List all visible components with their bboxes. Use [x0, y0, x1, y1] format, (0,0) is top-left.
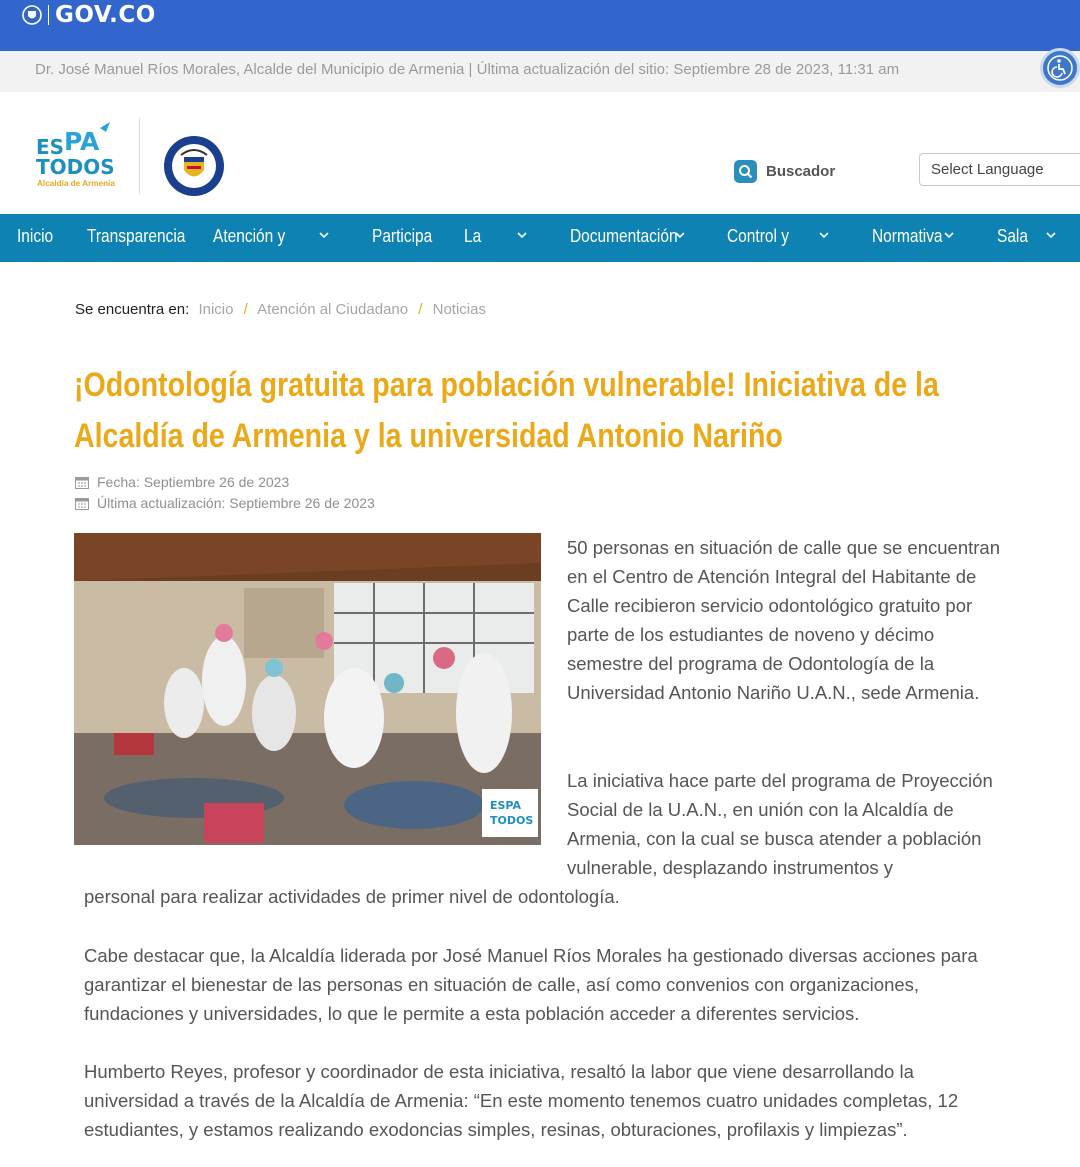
chevron-down-icon[interactable]	[317, 230, 331, 240]
espa-todos-logo[interactable]	[36, 120, 126, 190]
accessibility-button[interactable]	[1040, 48, 1080, 88]
calendar-icon	[75, 476, 89, 489]
chevron-down-icon[interactable]	[515, 230, 529, 240]
chevron-down-icon[interactable]	[673, 230, 687, 240]
nav-item-participa[interactable]: Participa	[372, 226, 433, 246]
nav-item-documentacion[interactable]: Documentación	[570, 226, 678, 246]
nav-item-atencion[interactable]: Atención y	[213, 226, 286, 246]
nav-item-inicio[interactable]: Inicio	[17, 226, 54, 246]
article-paragraph: personal para realizar actividades de primer nivel de odontología.	[84, 886, 620, 907]
govco-separator	[48, 5, 49, 25]
main-nav	[0, 214, 1080, 262]
article-title: ¡Odontología gratuita para población vulnerable! Iniciativa de la Alcaldía de Armenia y la universidad Antonio Nariño	[74, 366, 939, 455]
article-date-text: Fecha: Septiembre 26 de 2023	[97, 474, 290, 490]
chevron-down-icon[interactable]	[817, 230, 831, 240]
info-bar	[0, 51, 1080, 92]
svg-text:TODOS: TODOS	[490, 814, 534, 827]
article-paragraph: La iniciativa hace parte del programa de Proyección Social de la U.A.N., en unión con la Alcaldía de Armenia, con la cual se busca atender a población vulnerable, desplazando instrumentos y	[567, 770, 993, 878]
breadcrumb-separator: /	[243, 301, 248, 318]
breadcrumb	[75, 301, 486, 318]
article-paragraph: 50 personas en situación de calle que se encuentran en el Centro de Atención Integral del Habitante de Calle recibieron servicio odontológico gratuito por parte de los estudiantes de noveno y décimo semestre del programa de Odontología de la Universidad Antonio Nariño U.A.N., sede Armenia.	[567, 537, 1000, 703]
search-label: Buscador	[766, 163, 836, 180]
colombia-shield-icon	[21, 4, 43, 26]
article-paragraph: Cabe destacar que, la Alcaldía liderada por José Manuel Ríos Morales ha gestionado diversas acciones para garantizar el bienestar de las personas en situación de calle, así como convenios con organizaciones, fundaciones y universidades, lo que le permite a esta población acceder a diferentes servicios.	[84, 945, 978, 1024]
nav-item-normativa[interactable]: Normativa	[872, 226, 943, 246]
logo-todos: TODOS	[36, 155, 115, 179]
breadcrumb-link-atencion[interactable]: Atención al Ciudadano	[257, 301, 409, 318]
svg-text:ESPA: ESPA	[490, 799, 522, 812]
breadcrumb-current[interactable]: Noticias	[432, 301, 486, 318]
search-icon	[734, 160, 757, 183]
logo-divider	[139, 118, 140, 194]
govco-text: GOV.CO	[55, 2, 156, 28]
article-date	[75, 474, 289, 490]
nav-item-transparencia[interactable]: Transparencia	[87, 226, 186, 246]
nav-item-control[interactable]: Control y	[727, 226, 789, 246]
chevron-down-icon[interactable]	[942, 230, 956, 240]
article-updated-text: Última actualización: Septiembre 26 de 2023	[97, 495, 375, 511]
nav-item-la[interactable]: La	[464, 226, 482, 246]
logo-tagline: Alcaldía de Armenia	[37, 179, 115, 188]
site-header	[0, 92, 1080, 214]
mayor-update-text: Dr. José Manuel Ríos Morales, Alcalde del Municipio de Armenia | Última actualización del sitio: Septiembre 28 de 2023, 11:31 am	[35, 61, 900, 78]
calendar-icon	[75, 497, 89, 510]
republica-colombia-seal[interactable]	[163, 135, 225, 197]
breadcrumb-label: Se encuentra en:	[75, 301, 190, 318]
nav-item-sala[interactable]: Sala	[997, 226, 1028, 246]
breadcrumb-separator: /	[418, 301, 423, 318]
govco-bar	[0, 0, 1080, 51]
article-updated	[75, 495, 375, 511]
article-paragraph: Humberto Reyes, profesor y coordinador de esta iniciativa, resaltó la labor que viene desarrollando la universidad a través de la Alcaldía de Armenia: “En este momento tenemos cuatro unidades completas, 12 estudiantes, y estamos realizando exodoncias simples, resinas, obturaciones, profilaxis y limpiezas”.	[84, 1061, 959, 1140]
govco-logo[interactable]	[21, 2, 156, 28]
breadcrumb-link-inicio[interactable]: Inicio	[198, 301, 234, 318]
article-photo	[74, 533, 541, 845]
chevron-down-icon[interactable]	[1044, 230, 1058, 240]
logo-pa: PA	[64, 127, 100, 156]
language-select[interactable]: Select Language	[919, 153, 1080, 186]
search-control[interactable]	[734, 160, 835, 183]
logo-es: ES	[36, 135, 65, 159]
wheelchair-icon	[1047, 55, 1073, 81]
